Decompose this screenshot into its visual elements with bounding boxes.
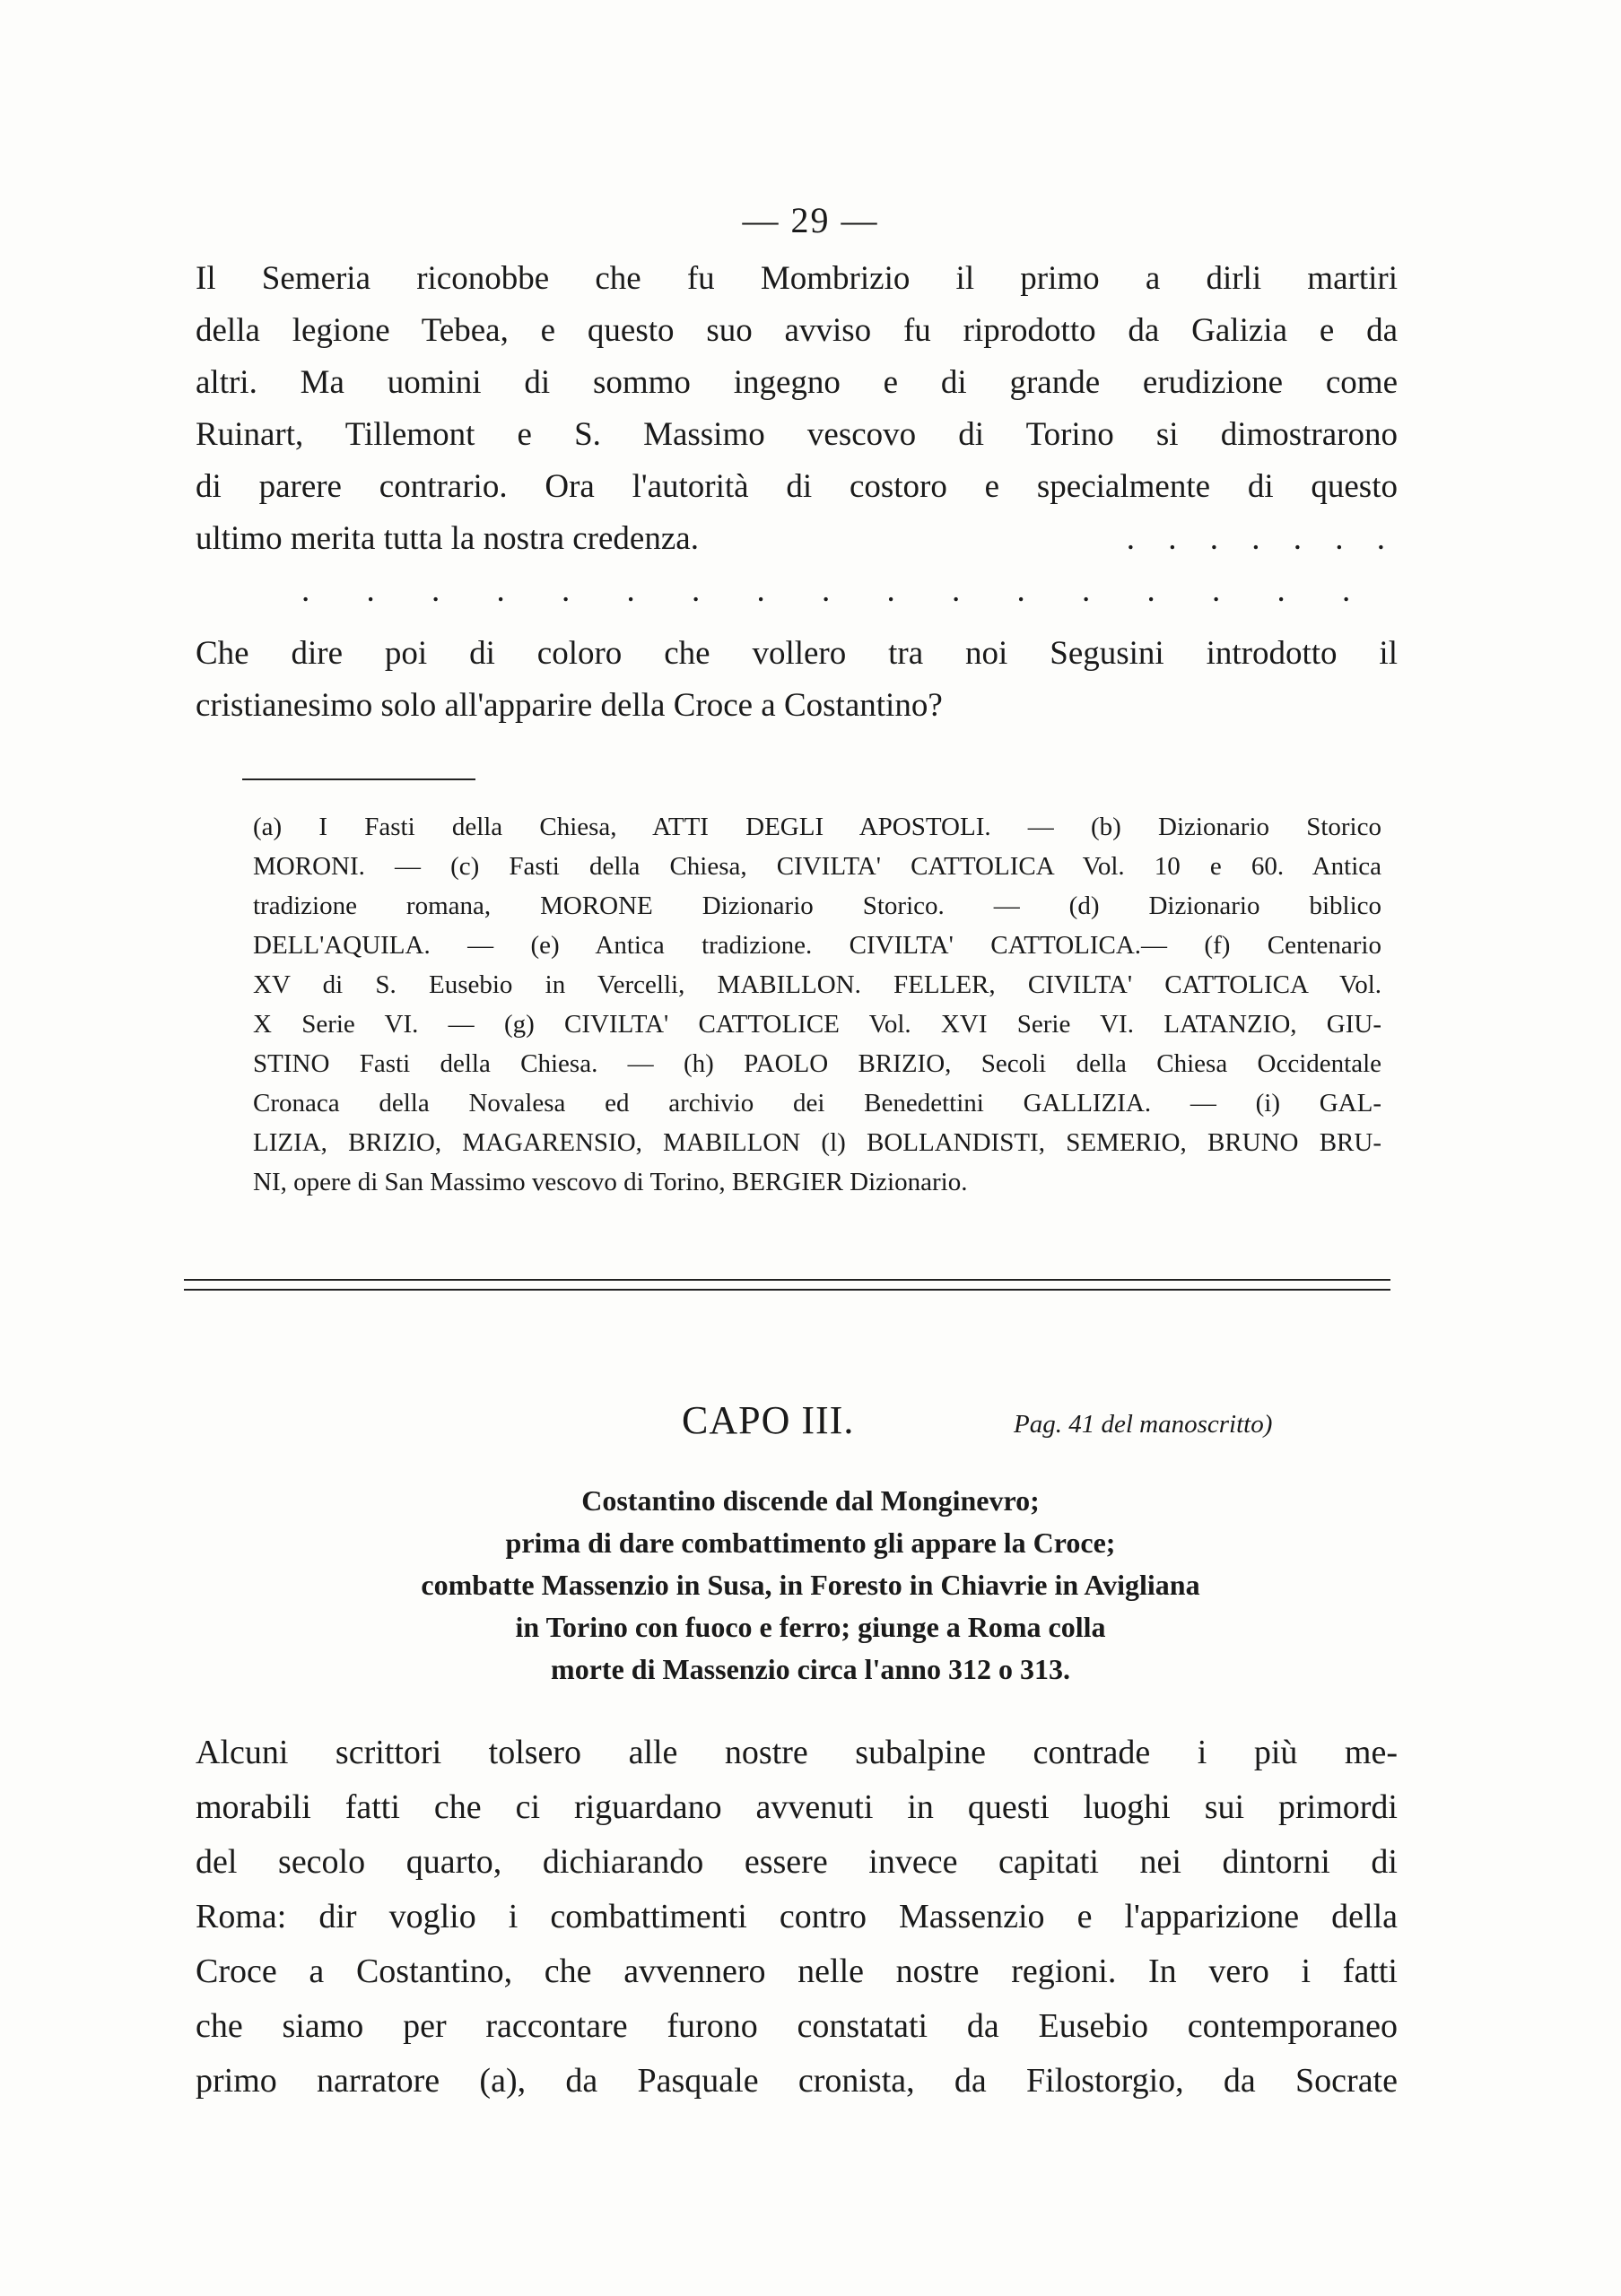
text-line: del secolo quarto, dichiarando essere invece capitati nei dintorni di	[196, 1843, 1398, 1881]
footnote-line: DELL'AQUILA. — (e) Antica tradizione. CIVILTA' CATTOLICA.— (f) Centenario	[253, 931, 1381, 960]
text-line: Il Semeria riconobbe che fu Mombrizio il primo a dirli martiri	[196, 260, 1398, 297]
text-line: primo narratore (a), da Pasquale cronista, da Filostorgio, da Socrate	[196, 2062, 1398, 2100]
chapter-summary	[0, 1480, 1621, 1691]
footnote-line: LIZIA, BRIZIO, MAGARENSIO, MABILLON (l) BOLLANDISTI, SEMERIO, BRUNO BRU-	[253, 1128, 1381, 1157]
chapter-title: CAPO III.	[682, 1398, 855, 1442]
summary-line: Costantino discende dal Monginevro;	[581, 1484, 1040, 1517]
paragraph-alcuni-scrittori	[196, 1726, 1398, 2109]
footnote-line: NI, opere di San Massimo vescovo di Torino, BERGIER Dizionario.	[253, 1168, 968, 1196]
footnote-line: Cronaca della Novalesa ed archivio dei Benedettini GALLIZIA. — (i) GAL-	[253, 1089, 1381, 1118]
footnote-separator	[242, 778, 475, 780]
manuscript-reference: Pag. 41 del manoscritto)	[1014, 1410, 1273, 1439]
ellipsis-row: . . . . . . . . . . . . . . . . .	[301, 572, 1375, 609]
text-line: Roma: dir voglio i combattimenti contro Massenzio e l'apparizione della	[196, 1898, 1398, 1935]
text-line-with-ellipsis	[196, 513, 1398, 565]
text-line: Ruinart, Tillemont e S. Massimo vescovo di Torino si dimostrarono	[196, 416, 1398, 453]
footnotes	[253, 807, 1381, 1202]
summary-line: combatte Massenzio in Susa, in Foresto in Chiavrie in Avigliana	[421, 1569, 1200, 1601]
text-line: Alcuni scrittori tolsero alle nostre subalpine contrade i più me-	[196, 1734, 1398, 1771]
summary-line: prima di dare combattimento gli appare la Croce;	[505, 1526, 1116, 1559]
paragraph-semeria	[196, 253, 1398, 617]
text-line: della legione Tebea, e questo suo avviso fu riprodotto da Galizia e da	[196, 312, 1398, 349]
text-line: ultimo merita tutta la nostra credenza.	[196, 520, 699, 557]
footnote-line: MORONI. — (c) Fasti della Chiesa, CIVILTA' CATTOLICA Vol. 10 e 60. Antica	[253, 852, 1381, 881]
footnote-line: XV di S. Eusebio in Vercelli, MABILLON. FELLER, CIVILTA' CATTOLICA Vol.	[253, 970, 1381, 999]
text-line: di parere contrario. Ora l'autorità di costoro e specialmente di questo	[196, 468, 1398, 505]
text-line: Che dire poi di coloro che vollero tra noi Segusini introdotto il	[196, 635, 1398, 672]
summary-line: morte di Massenzio circa l'anno 312 o 313.	[551, 1653, 1070, 1685]
ellipsis: . . . . . . .	[1126, 520, 1398, 557]
text-line: cristianesimo solo all'apparire della Croce a Costantino?	[196, 687, 943, 724]
page-number: — 29 —	[742, 200, 879, 240]
footnote-line: tradizione romana, MORONE Dizionario Storico. — (d) Dizionario biblico	[253, 891, 1381, 920]
summary-line: in Torino con fuoco e ferro; giunge a Roma colla	[515, 1611, 1106, 1643]
text-line: altri. Ma uomini di sommo ingegno e di grande erudizione come	[196, 364, 1398, 401]
text-line: morabili fatti che ci riguardano avvenuti in questi luoghi sui primordi	[196, 1788, 1398, 1826]
text-line: che siamo per raccontare furono constatati da Eusebio contemporaneo	[196, 2007, 1398, 2045]
text-line: Croce a Costantino, che avvennero nelle nostre regioni. In vero i fatti	[196, 1952, 1398, 1990]
footnote-line: X Serie VI. — (g) CIVILTA' CATTOLICE Vol. XVI Serie VI. LATANZIO, GIU-	[253, 1010, 1381, 1039]
paragraph-segusini	[196, 628, 1398, 732]
footnote-line: STINO Fasti della Chiesa. — (h) PAOLO BRIZIO, Secoli della Chiesa Occidentale	[253, 1049, 1381, 1078]
section-divider	[184, 1279, 1390, 1291]
footnote-line: (a) I Fasti della Chiesa, ATTI DEGLI APOSTOLI. — (b) Dizionario Storico	[253, 813, 1381, 841]
